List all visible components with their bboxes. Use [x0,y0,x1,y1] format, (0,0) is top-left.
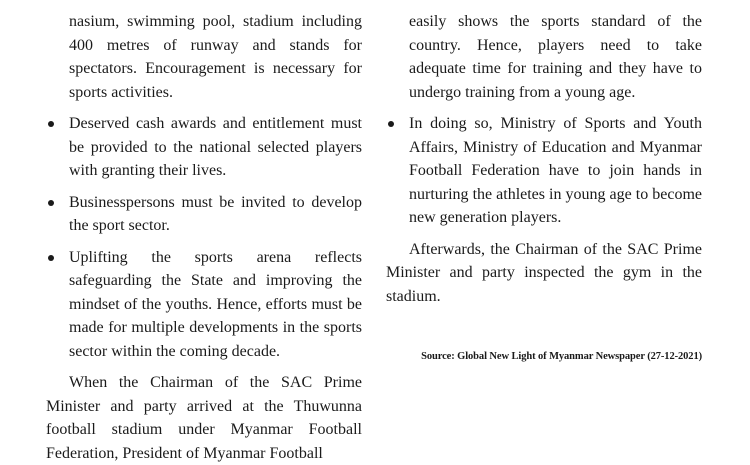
bullet-item [46,112,362,183]
right-paragraph: Afterwards, the Chairman of the SAC Prime Minister and party inspected the gym in the stadium. [386,240,702,305]
left-bullet-list [46,112,362,363]
bullet-text: Uplifting the sports arena reflects safeguarding the State and improving the mindset of the youths. Hence, efforts must be made for multiple developments in the sports sector within the coming decade. [69,248,362,360]
bullet-item [46,246,362,364]
left-column [46,10,362,465]
bullet-icon [48,255,54,261]
bullet-text: Businesspersons must be invited to develop the sport sector. [69,193,362,234]
bullet-icon [48,121,54,127]
right-bullet-list [386,112,702,230]
right-column [386,10,702,369]
left-continuation-text: nasium, swimming pool, stadium including 400 metres of runway and stands for spectators. Encouragement is necessary for sports activities. [69,13,362,101]
bullet-text: In doing so, Ministry of Sports and Youth Affairs, Ministry of Education and Myanmar Football Federation have to join hands in nurturing the athletes in young age to become new generation players. [409,115,702,226]
bullet-item [386,112,702,230]
bullet-icon [48,200,54,206]
bullet-item [46,191,362,238]
source-citation: Source: Global New Light of Myanmar Newspaper (27-12-2021) [421,351,702,362]
bullet-icon [388,121,394,127]
right-continuation-text: easily shows the sports standard of the country. Hence, players need to take adequate time for training and they have to undergo training from a young age. [409,13,702,101]
left-paragraph: When the Chairman of the SAC Prime Minister and party arrived at the Thuwunna football stadium under Myanmar Football Federation, President of Myanmar Football [46,374,362,462]
bullet-text: Deserved cash awards and entitlement must be provided to the national selected players with granting their lives. [69,115,362,179]
